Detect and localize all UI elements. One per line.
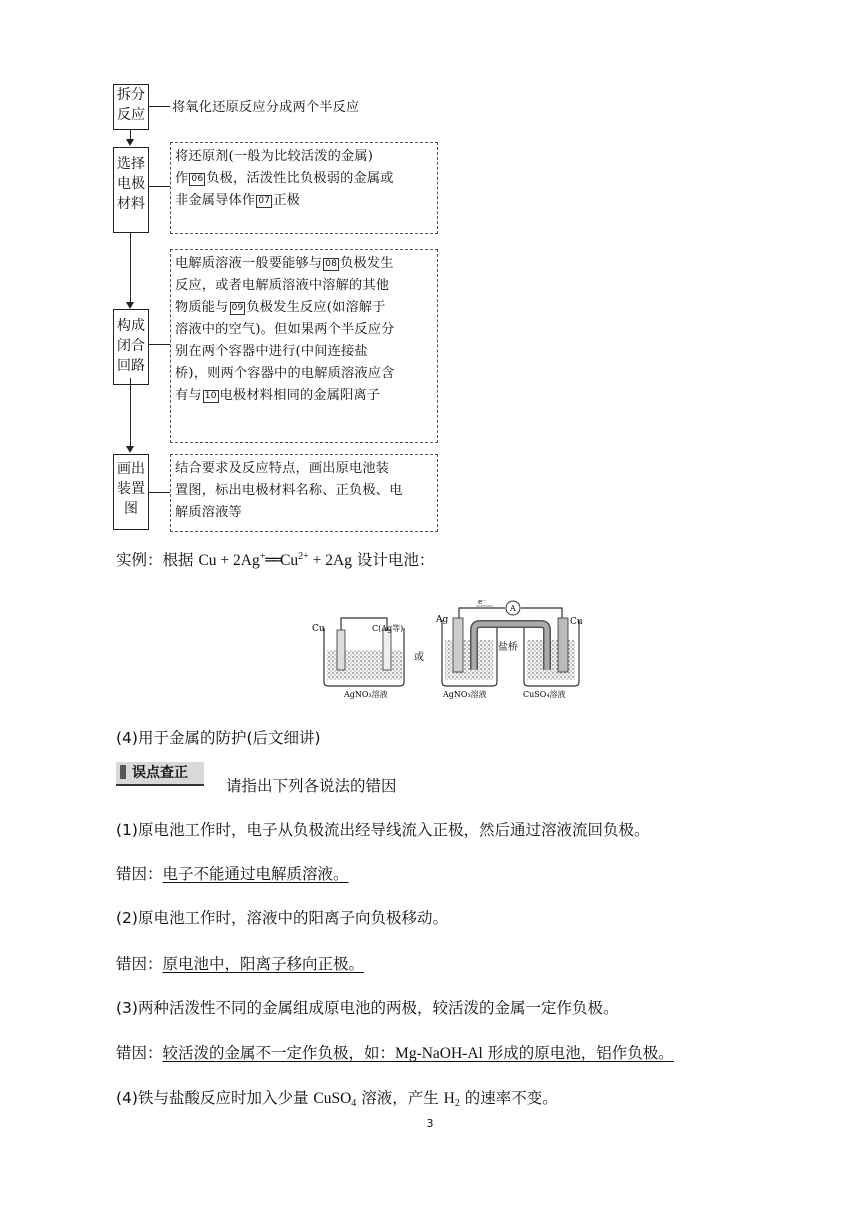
arrow-head [126, 446, 134, 453]
label-or: 或 [414, 652, 424, 663]
step-label: 拆分 [117, 87, 145, 103]
desc-text: 非金属导体作 07 正极 [175, 193, 300, 208]
connector [148, 492, 170, 493]
step-label: 选择 [117, 156, 145, 172]
battery-diagram [0, 600, 860, 700]
error-question-3: (3)两种活泼性不同的金属组成原电池的两极，较活泼的金属一定作负极。 [116, 999, 619, 1017]
example-line: 实例：根据 $Cu + 2Ag^+══Cu^{2+} + 2Ag$ 设计电池： [116, 551, 435, 569]
arrow-line [130, 232, 131, 304]
badge-bar-icon [120, 765, 126, 779]
step-desc-diagram [170, 454, 438, 532]
step-desc-electrode [170, 142, 438, 234]
label-cuso4: CuSO₄溶液 [523, 690, 566, 699]
section-prompt: 请指出下列各说法的错因 [226, 777, 397, 795]
desc-text: 桥)，则两个容器中的电解质溶液应含 [175, 366, 395, 381]
step-desc-circuit [170, 249, 438, 443]
step-label: 电极 [117, 176, 145, 192]
number-box: 06 [191, 174, 204, 184]
salt-bridge-cell [435, 600, 583, 699]
error-question-2: (2)原电池工作时，溶液中的阳离子向负极移动。 [116, 909, 448, 927]
step-draw-diagram [113, 454, 149, 530]
number-box: 08 [325, 259, 338, 269]
desc-text: 解质溶液等 [175, 505, 242, 520]
desc-text: 将氧化还原反应分成两个半反应 [172, 100, 360, 115]
step-closed-circuit [113, 309, 149, 385]
desc-text: 物质能与 09 负极发生反应(如溶解于 [175, 300, 386, 315]
number-box: 09 [231, 303, 244, 313]
label-agno3-right: AgNO₃溶液 [443, 690, 487, 699]
connector [148, 344, 170, 345]
error-answer-1: 错因：电子不能通过电解质溶液。 [116, 865, 349, 883]
error-question-4: (4)铁与盐酸反应时加入少量 CuSO$_4$ 溶液，产生 $H_2$ 的速率不变。 [116, 1089, 558, 1109]
step-split-reaction [113, 84, 149, 130]
step-label: 装置 [117, 481, 145, 497]
label-salt-bridge: 盐桥 [498, 642, 518, 653]
step-label: 材料 [117, 196, 145, 212]
arrow-line [130, 129, 131, 139]
desc-text: 电解质溶液一般要能够与 08 负极发生 [175, 256, 394, 271]
number-box: 10 [204, 391, 217, 401]
number-box: 07 [258, 196, 271, 206]
desc-text: 反应，或者电解质溶液中溶解的其他 [175, 278, 390, 293]
step-label: 构成 [117, 318, 145, 334]
item-4: (4)用于金属的防护(后文细讲) [116, 729, 321, 747]
arrow-line [130, 378, 131, 448]
desc-text: 别在两个容器中进行(中间连接盐 [175, 344, 368, 359]
single-cell [312, 618, 404, 699]
label-ag: Ag [436, 615, 449, 625]
step-label: 反应 [117, 107, 145, 123]
connector [148, 106, 170, 107]
label-cu-left: Cu [312, 624, 325, 634]
desc-text: 溶液中的空气)。但如果两个半反应分 [175, 322, 395, 337]
step-label: 图 [124, 501, 138, 517]
label-electron: e⁻ [478, 600, 486, 606]
error-answer-3: 错因：较活泼的金属不一定作负极，如：Mg-NaOH-Al 形成的原电池，铝作负极。 [116, 1044, 674, 1062]
step-desc-split [170, 95, 432, 121]
desc-text: 置图，标出电极材料名称、正负极、电 [175, 483, 403, 498]
connector [148, 186, 170, 187]
step-label: 回路 [117, 358, 145, 374]
page-number: 3 [426, 1117, 434, 1130]
arrow-head [126, 302, 134, 309]
error-answer-2: 错因：原电池中，阳离子移向正极。 [116, 955, 365, 973]
step-select-electrode [113, 147, 149, 233]
desc-text: 有与 10 电极材料相同的金属阳离子 [175, 388, 381, 403]
desc-text: 将还原剂(一般为比较活泼的金属) [175, 149, 374, 164]
label-cu-right: Cu [570, 617, 583, 627]
label-ammeter: A [510, 604, 516, 613]
section-badge: 误点查正 [116, 762, 204, 786]
desc-text: 作 06 负极，活泼性比负极弱的金属或 [175, 171, 394, 186]
step-label: 闭合 [117, 338, 145, 354]
desc-text: 结合要求及反应特点，画出原电池装 [175, 461, 390, 476]
label-c-ag: C(Ag等) [372, 624, 404, 633]
error-question-1: (1)原电池工作时，电子从负极流出经导线流入正极，然后通过溶液流回负极。 [116, 821, 650, 839]
label-agno3-left: AgNO₃溶液 [344, 690, 388, 699]
step-label: 画出 [117, 461, 145, 477]
arrow-head [126, 139, 134, 146]
